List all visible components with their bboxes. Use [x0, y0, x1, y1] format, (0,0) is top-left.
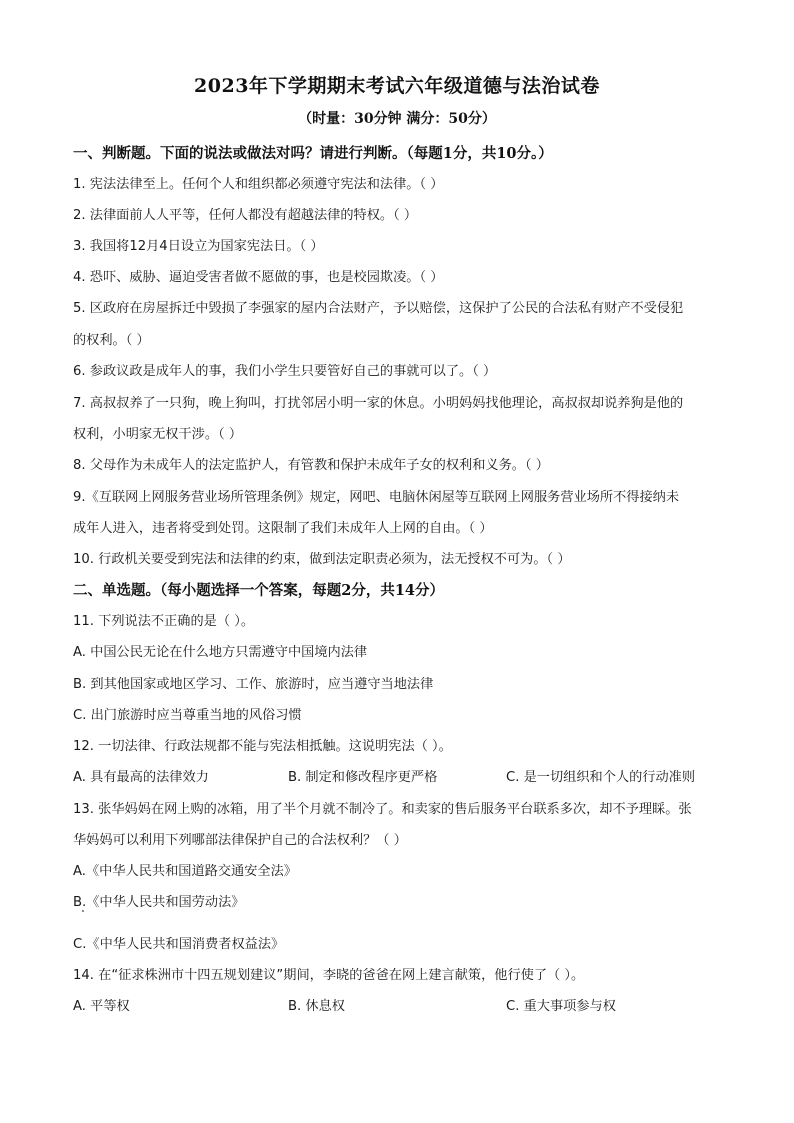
- question-7-line-1: 7. 高叔叔养了一只狗，晚上狗叫，打扰邻居小明一家的休息。小明妈妈找他理论，高叔叔却说养狗是他的: [73, 396, 684, 411]
- question-7-line-2: 权利，小明家无权干涉。（ ）: [73, 427, 243, 442]
- question-13-option-c: C.《中华人民共和国消费者权益法》: [73, 937, 285, 952]
- question-5-line-1: 5. 区政府在房屋拆迁中毁损了李强家的屋内合法财产，予以赔偿，这保护了公民的合法私有财产不受侵犯: [73, 301, 684, 316]
- question-14-option-c: C. 重大事项参与权: [506, 999, 616, 1014]
- question-4: 4. 恐吓、威胁、逼迫受害者做不愿做的事，也是校园欺凌。（ ）: [73, 270, 444, 285]
- question-12-option-a: A. 具有最高的法律效力: [73, 770, 209, 785]
- question-13-line-2: 华妈妈可以利用下列哪部法律保护自己的合法权利？（ ）: [73, 833, 407, 848]
- question-9-line-2: 成年人进入，违者将受到处罚。这限制了我们未成年人上网的自由。（ ）: [73, 521, 493, 536]
- page-title: 2023年下学期期末考试六年级道德与法治试卷: [194, 75, 600, 97]
- question-13-line-1: 13. 张华妈妈在网上购的冰箱，用了半个月就不制冷了。和卖家的售后服务平台联系多次，却不予理睬。张: [73, 802, 692, 817]
- question-8: 8. 父母作为未成年人的法定监护人，有管教和保护未成年子女的权利和义务。（ ）: [73, 458, 549, 473]
- exam-info: （时量：30分钟 满分：50分）: [298, 111, 496, 127]
- stray-dot: [82, 910, 84, 912]
- question-14-option-a: A. 平等权: [73, 999, 130, 1014]
- question-6: 6. 参政议政是成年人的事，我们小学生只要管好自己的事就可以了。（ ）: [73, 364, 497, 379]
- question-9-line-1: 9.《互联网上网服务营业场所管理条例》规定，网吧、电脑休闲屋等互联网上网服务营业场所不得接纳未: [73, 490, 680, 505]
- question-13-option-b: B.《中华人民共和国劳动法》: [73, 895, 245, 910]
- question-5-line-2: 的权利。（ ）: [73, 333, 150, 348]
- question-12-option-c: C. 是一切组织和个人的行动准则: [506, 770, 696, 785]
- question-3: 3. 我国将12月4日设立为国家宪法日。（ ）: [73, 239, 324, 254]
- question-13-option-a: A.《中华人民共和国道路交通安全法》: [73, 864, 297, 879]
- section-heading-single-choice: 二、单选题。（每小题选择一个答案，每题2分，共14分）: [73, 582, 445, 599]
- question-11: 11. 下列说法不正确的是（ ）。: [73, 614, 255, 629]
- question-11-option-c: C. 出门旅游时应当尊重当地的风俗习惯: [73, 708, 302, 723]
- question-2: 2. 法律面前人人平等，任何人都没有超越法律的特权。（ ）: [73, 208, 418, 223]
- question-14: 14. 在“征求株洲市十四五规划建议”期间，李晓的爸爸在网上建言献策，他行使了（ ）。: [73, 968, 585, 983]
- question-11-option-a: A. 中国公民无论在什么地方只需遵守中国境内法律: [73, 645, 368, 660]
- question-10: 10. 行政机关要受到宪法和法律的约束，做到法定职责必须为，法无授权不可为。（ ）: [73, 552, 571, 567]
- question-11-option-b: B. 到其他国家或地区学习、工作、旅游时，应当遵守当地法律: [73, 677, 434, 692]
- section-heading-judgment: 一、判断题。下面的说法或做法对吗？请进行判断。（每题1分，共10分。）: [73, 145, 553, 162]
- question-12: 12. 一切法律、行政法规都不能与宪法相抵触。这说明宪法（ ）。: [73, 739, 452, 754]
- question-1: 1. 宪法法律至上。任何个人和组织都必须遵守宪法和法律。（ ）: [73, 177, 444, 192]
- question-14-option-b: B. 休息权: [288, 999, 345, 1014]
- question-12-option-b: B. 制定和修改程序更严格: [288, 770, 438, 785]
